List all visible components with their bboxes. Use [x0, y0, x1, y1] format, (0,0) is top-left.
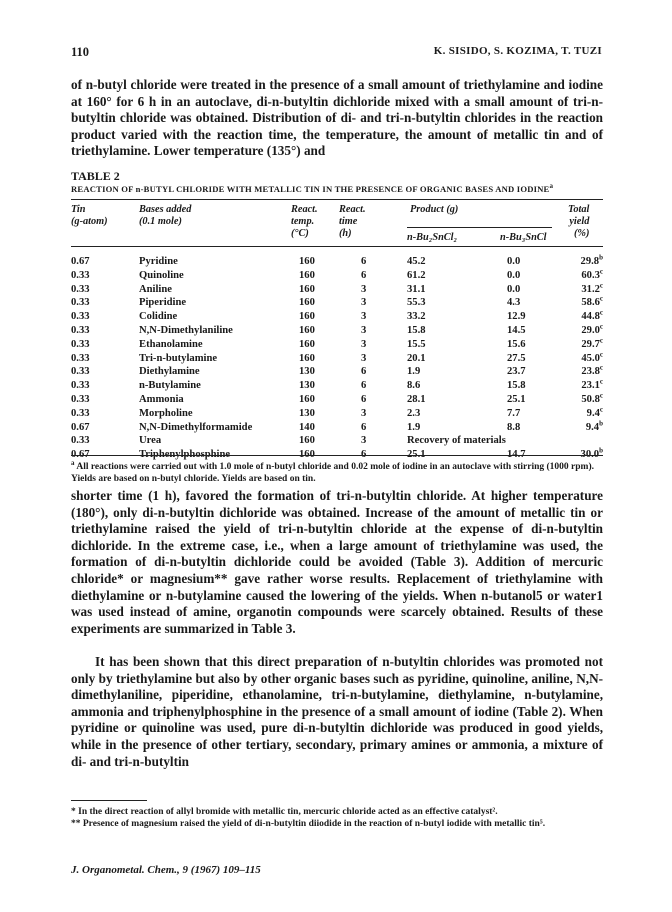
cell-yield-mark: c — [599, 281, 603, 290]
cell-yield-value: 44.8 — [581, 311, 600, 323]
cell-tin: 0.33 — [71, 283, 90, 295]
cell-tin: 0.33 — [71, 366, 90, 378]
cell-temp: 130 — [299, 407, 315, 419]
table-row — [71, 296, 603, 310]
col-header-base-unit: (0.1 mole) — [139, 216, 182, 227]
cell-tin: 0.33 — [71, 338, 90, 350]
cell-yield-mark: c — [599, 294, 603, 303]
cell-yield-value: 60.3 — [581, 269, 600, 281]
cell-yield-mark: c — [599, 322, 603, 331]
col-header-product: Product (g) — [410, 204, 459, 215]
cell-time: 6 — [361, 449, 367, 461]
col-header-tin — [71, 204, 108, 228]
cell-tri: 7.7 — [507, 407, 521, 419]
cell-di: 15.8 — [407, 324, 426, 336]
cell-tin: 0.33 — [71, 380, 90, 392]
table-row — [71, 352, 603, 366]
cell-temp: 160 — [299, 393, 315, 405]
cell-di: 61.2 — [407, 269, 426, 281]
cell-yield-mark: c — [599, 391, 603, 400]
cell-base: Colidine — [139, 311, 178, 323]
cell-yield-mark: c — [599, 267, 603, 276]
cell-temp: 160 — [299, 256, 315, 267]
cell-tri: 0.0 — [507, 256, 521, 267]
table-title-mark: a — [549, 182, 554, 191]
cell-yield — [567, 379, 603, 393]
col-header-yield-2: yield — [569, 216, 590, 227]
cell-yield — [567, 352, 603, 366]
col-header-temp-2: temp. — [291, 216, 315, 227]
cell-di: 55.3 — [407, 297, 426, 309]
cell-tri: 12.9 — [507, 311, 526, 323]
footnote-1: * In the direct reaction of allyl bromide with metallic tin, mercuric chloride acted as an effective catalyst². — [71, 807, 498, 817]
cell-di: 45.2 — [407, 256, 426, 267]
table-footnote — [71, 458, 603, 485]
cell-yield-value: 29.7 — [581, 338, 600, 350]
table-row — [71, 365, 603, 379]
cell-base: Ethanolamine — [139, 338, 203, 350]
cell-tin: 0.33 — [71, 435, 90, 447]
cell-yield-mark: c — [599, 336, 603, 345]
cell-yield-value: 9.4 — [585, 421, 600, 433]
footnote-rule — [71, 800, 147, 801]
cell-tri: 14.5 — [507, 324, 526, 336]
cell-time: 3 — [361, 352, 367, 364]
cell-yield-value: 29.0 — [581, 324, 600, 336]
cell-yield-mark: b — [599, 446, 603, 455]
cell-yield-value: 50.8 — [581, 393, 600, 405]
cell-base: Tri-n-butylamine — [139, 352, 218, 364]
col-header-temp-1: React. — [291, 204, 318, 215]
paragraph-2: shorter time (1 h), favored the formation of tri-n-butyltin chloride. At higher temperature (180°), only di-n-butyltin dichloride was obtained. Increase of the amount of metallic tin or triethylamine raised the yield of tri-n-butyltin chloride at the expense of di-n-butyltin dichloride. In the extreme case, i.e., when a large amount of triethylamine was used, the formation of di-n-butyltin dichloride could be avoided (Table 3). Addition of mercuric chloride* or magnesium** gave rather worse results. Replacement of triethylamine with diethylamine or n-butylamine caused the lowering of the yields. When n-butanol5 or water1 was used instead of amine, organotin compounds were scarcely obtained. Results of these experiments are summarized in Table 3. — [71, 488, 603, 636]
cell-yield — [567, 324, 603, 338]
table-title-text: REACTION OF n-BUTYL CHLORIDE WITH METALLIC TIN IN THE PRESENCE OF ORGANIC BASES AND IODINE — [71, 184, 550, 194]
cell-tri: 27.5 — [507, 352, 526, 364]
cell-tin: 0.33 — [71, 393, 90, 405]
cell-yield — [567, 310, 603, 324]
cell-di: 31.1 — [407, 283, 426, 295]
cell-time: 3 — [361, 338, 367, 350]
col-header-time-1: React. — [339, 204, 366, 215]
cell-yield-value: 58.6 — [581, 297, 600, 309]
cell-tri: 15.8 — [507, 380, 526, 392]
cell-di: 15.5 — [407, 338, 426, 350]
cell-tin: 0.33 — [71, 297, 90, 309]
cell-yield-value: 45.0 — [581, 352, 600, 364]
table-row — [71, 407, 603, 421]
product-subheader-rule — [407, 227, 552, 228]
paragraph-3: It has been shown that this direct preparation of n-butyltin chlorides was promoted not only by triethylamine but also by other organic bases such as pyridine, quinoline, aniline, N,N-dimethylaniline, piperidine, ethanolamine, tri-n-butylamine, diethylamine, n-butylamine, ammonia and triphenylphosphine in the presence of a small amount of iodine (Table 2). When pyridine or quinoline was used, pure di-n-butyltin dichloride was produced in good yields, while in the presence of other tertiary, secondary, primary amines or ammonia, a mixture of di- and tri-n-butyltin — [71, 654, 603, 769]
cell-temp: 160 — [299, 283, 315, 295]
cell-di: 28.1 — [407, 393, 426, 405]
cell-tin: 0.33 — [71, 324, 90, 336]
page-footnotes — [71, 806, 603, 830]
cell-time: 3 — [361, 311, 367, 323]
cell-base: N,N-Dimethylformamide — [139, 421, 253, 433]
col-header-base — [139, 204, 191, 228]
cell-time: 6 — [361, 380, 367, 392]
paragraph-1: of n-butyl chloride were treated in the presence of a small amount of triethylamine and iodine at 160° for 6 h in an autoclave, di-n-butyltin dichloride mixed with a small amount of tri-n-butyltin chloride was obtained. Distribution of di- and tri-n-butyltin chlorides in the reaction product varied with the reaction time, the temperature, the amount of metallic tin and of triethylamine. Lower temperature (135°) and — [71, 77, 603, 159]
col-header-time-2: time — [339, 216, 358, 227]
table-footnote-mark-a: a — [71, 458, 75, 467]
cell-time: 6 — [361, 269, 367, 281]
cell-yield-value: 30.0 — [580, 449, 600, 461]
col-header-yield — [568, 204, 589, 240]
cell-base: n-Butylamine — [139, 380, 201, 392]
cell-tin: 0.33 — [71, 352, 90, 364]
table-row — [71, 310, 603, 324]
cell-yield — [567, 393, 603, 407]
cell-time: 3 — [361, 283, 367, 295]
table-row — [71, 269, 603, 283]
cell-temp: 160 — [299, 297, 315, 309]
cell-tin: 0.67 — [71, 449, 90, 461]
cell-base: Urea — [139, 435, 162, 447]
cell-di: 1.9 — [407, 366, 421, 378]
cell-temp: 130 — [299, 366, 315, 378]
table-row — [71, 434, 603, 448]
cell-time: 6 — [361, 393, 367, 405]
cell-tri: 4.3 — [507, 297, 521, 309]
cell-tri: 0.0 — [507, 269, 521, 281]
col-header-tin-unit: (g-atom) — [71, 216, 108, 227]
cell-temp: 140 — [299, 421, 315, 433]
cell-di: 8.6 — [407, 380, 421, 392]
cell-yield-mark: c — [599, 308, 603, 317]
cell-yield — [567, 365, 603, 379]
author-names: K. SISIDO, S. KOZIMA, T. TUZI — [433, 45, 602, 57]
cell-tin: 0.67 — [71, 256, 90, 267]
cell-tri: 23.7 — [507, 366, 526, 378]
table-row — [71, 421, 603, 435]
cell-yield — [567, 296, 603, 310]
cell-time: 6 — [361, 421, 367, 433]
cell-tin: 0.67 — [71, 421, 90, 433]
cell-yield-value: 31.2 — [581, 283, 600, 295]
cell-yield — [567, 407, 603, 421]
cell-yield — [567, 255, 603, 269]
table-caption: TABLE 2 — [71, 169, 120, 183]
table-row — [71, 379, 603, 393]
cell-temp: 160 — [299, 269, 315, 281]
cell-note: Recovery of materials — [407, 435, 506, 447]
cell-base: Pyridine — [139, 256, 178, 267]
cell-di: 2.3 — [407, 407, 421, 419]
cell-base: Morpholine — [139, 407, 193, 419]
col-header-base-label: Bases added — [139, 204, 192, 215]
data-table-body — [71, 255, 603, 462]
cell-temp: 160 — [299, 324, 315, 336]
col-header-yield-3: (%) — [573, 228, 590, 239]
table-row — [71, 338, 603, 352]
col-header-tin-label: Tin — [71, 204, 86, 215]
cell-tin: 0.33 — [71, 311, 90, 323]
table-row — [71, 393, 603, 407]
cell-temp: 160 — [299, 352, 315, 364]
cell-base: Ammonia — [139, 393, 184, 405]
table-top-rule — [71, 199, 603, 200]
cell-tin: 0.33 — [71, 269, 90, 281]
col-header-time-3: (h) — [339, 228, 352, 239]
cell-yield-mark: c — [599, 377, 603, 386]
cell-di: 33.2 — [407, 311, 426, 323]
page-number: 110 — [71, 45, 90, 59]
cell-tri: 15.6 — [507, 338, 526, 350]
cell-yield-value: 23.8 — [581, 366, 600, 378]
col-header-yield-1: Total — [568, 204, 590, 215]
cell-yield-mark: b — [599, 419, 603, 428]
cell-temp: 130 — [299, 380, 315, 392]
cell-yield-mark: c — [599, 405, 603, 414]
cell-time: 3 — [361, 324, 367, 336]
cell-di: 25.1 — [407, 449, 426, 461]
cell-time: 3 — [361, 407, 367, 419]
table-footnote-text: All reactions were carried out with 1.0 mole of n-butyl chloride and 0.02 mole of iodine in an autoclave with stirring (1000 rpm). Yields are based on n-butyl chloride. Yields are based on tin. — [71, 462, 594, 484]
table-bottom-rule — [71, 455, 603, 456]
cell-base: Diethylamine — [139, 366, 200, 378]
cell-yield-mark: b — [599, 253, 603, 262]
table-header-rule — [71, 246, 603, 247]
cell-temp: 160 — [299, 338, 315, 350]
col-header-di: n-Bu₂SnCl₂ — [407, 232, 458, 243]
table-row — [71, 324, 603, 338]
cell-temp: 160 — [299, 311, 315, 323]
cell-base: Piperidine — [139, 297, 187, 309]
cell-yield — [567, 283, 603, 297]
cell-base: N,N-Dimethylaniline — [139, 324, 233, 336]
footnote-2: ** Presence of magnesium raised the yield of di-n-butyltin diiodide in the reaction of n-butyl iodide with metallic tin⁵. — [71, 819, 546, 829]
col-header-temp-3: (°C) — [291, 228, 309, 239]
cell-base: Aniline — [139, 283, 172, 295]
cell-di: 1.9 — [407, 421, 421, 433]
cell-time: 3 — [361, 435, 367, 447]
data-table — [71, 255, 603, 462]
cell-yield-value: 23.1 — [581, 380, 600, 392]
running-header — [71, 45, 602, 61]
journal-citation: J. Organometal. Chem., 9 (1967) 109–115 — [71, 864, 261, 876]
cell-tri: 14.7 — [507, 449, 526, 461]
cell-base: Triphenylphosphine — [139, 449, 231, 461]
cell-yield — [567, 338, 603, 352]
table-row — [71, 283, 603, 297]
cell-yield — [567, 269, 603, 283]
col-header-time — [339, 204, 366, 240]
cell-tri: 8.8 — [507, 421, 521, 433]
cell-yield-value: 29.8 — [580, 256, 600, 267]
cell-yield — [567, 421, 603, 435]
cell-time: 6 — [361, 256, 367, 267]
col-header-temp — [291, 204, 318, 240]
cell-temp: 160 — [299, 449, 315, 461]
cell-temp: 160 — [299, 435, 315, 447]
cell-tri: 25.1 — [507, 393, 526, 405]
cell-base: Quinoline — [139, 269, 184, 281]
col-header-tri: n-Bu₃SnCl — [500, 232, 547, 243]
cell-di: 20.1 — [407, 352, 426, 364]
cell-yield-value: 9.4 — [586, 407, 600, 419]
cell-yield-mark: c — [599, 363, 603, 372]
cell-time: 6 — [361, 366, 367, 378]
cell-tri: 0.0 — [507, 283, 521, 295]
table-title — [71, 184, 553, 194]
cell-yield-mark: c — [599, 350, 603, 359]
cell-tin: 0.33 — [71, 407, 90, 419]
cell-time: 3 — [361, 297, 367, 309]
table-row — [71, 255, 603, 269]
